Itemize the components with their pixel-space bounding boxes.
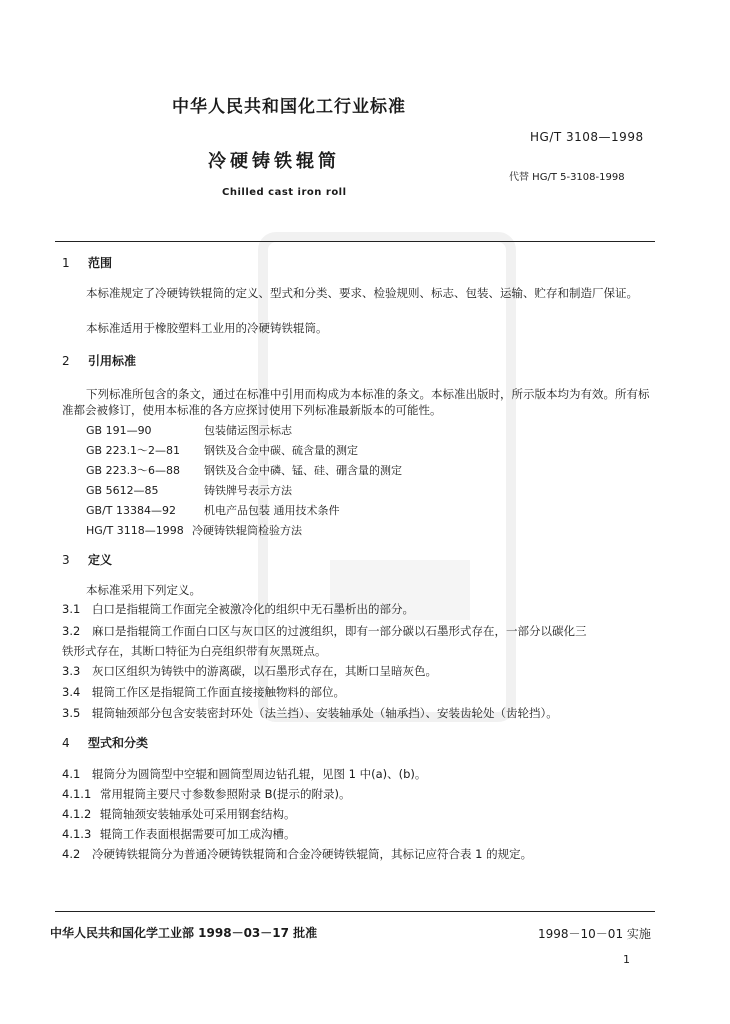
footer-divider [55,911,655,912]
definitions-intro: 本标准采用下列定义。 [86,583,201,597]
clause-4-1-3: 4.1.3 辊筒工作表面根据需要可加工成沟槽。 [62,827,296,841]
definition-3-4: 3.4 辊筒工作区是指辊筒工作面直接接触物料的部位。 [62,685,345,699]
reference-item: GB 223.3～6—88 钢铁及合金中磷、锰、硅、硼含量的测定 [86,464,402,477]
document-title: 冷硬铸铁辊筒 [208,151,340,172]
reference-item: HG/T 3118—1998 冷硬铸铁辊筒检验方法 [86,524,302,537]
approval-statement: 中华人民共和国化学工业部 1998－03－17 批准 [50,926,318,940]
definition-3-1: 3.1 白口是指辊筒工作面完全被激冷化的组织中无石墨析出的部分。 [62,602,414,616]
clause-4-1-2: 4.1.2 辊筒轴颈安装轴承处可采用钢套结构。 [62,807,296,821]
section-title: 范围 [88,256,113,270]
standard-category-title: 中华人民共和国化工行业标准 [172,97,406,117]
definition-3-5: 3.5 辊筒轴颈部分包含安装密封环处（法兰挡）、安装轴承处（轴承挡）、安装齿轮处（齿轮挡）。 [62,706,558,720]
definition-3-3: 3.3 灰口区组织为铸铁中的游离碳，以石墨形式存在，其断口呈暗灰色。 [62,664,437,678]
reference-item: GB 5612—85 铸铁牌号表示方法 [86,484,292,497]
scope-paragraph-2: 本标准适用于橡胶塑料工业用的冷硬铸铁辊筒。 [86,321,328,335]
section-heading-3 [62,551,112,568]
section-title: 引用标准 [88,354,137,368]
references-intro: 下列标准所包含的条文，通过在标准中引用而构成为本标准的条文。本标准出版时，所示版本均为有效。所有标准都会被修订，使用本标准的各方应探讨使用下列标准最新版本的可能性。 [62,387,650,417]
section-number: 4 [62,736,70,750]
english-title: Chilled cast iron roll [222,187,347,198]
implementation-date: 1998－10－01 实施 [538,927,651,941]
replaces-code: 代替 HG/T 5-3108-1998 [509,172,625,183]
standard-code: HG/T 3108—1998 [530,130,644,144]
reference-item: GB/T 13384—92 机电产品包装 通用技术条件 [86,504,340,517]
clause-4-1-1: 4.1.1 常用辊筒主要尺寸参数参照附录 B(提示的附录)。 [62,787,351,801]
section-number: 3 [62,553,70,567]
page-number: 1 [623,953,630,966]
section-title: 型式和分类 [88,736,149,750]
definition-3-2-continued: 铁形式存在，其断口特征为白亮组织带有灰黑斑点。 [62,644,327,658]
section-heading-1 [62,254,112,271]
section-number: 2 [62,354,70,368]
reference-item: GB 223.1～2—81 钢铁及合金中碳、硫含量的测定 [86,444,358,457]
clause-4-1: 4.1 辊筒分为圆筒型中空辊和圆筒型周边钻孔辊，见图 1 中(a)、(b)。 [62,767,427,781]
scope-paragraph-1: 本标准规定了冷硬铸铁辊筒的定义、型式和分类、要求、检验规则、标志、包装、运输、贮存和制造厂保证。 [86,286,638,300]
definition-3-2: 3.2 麻口是指辊筒工作面白口区与灰口区的过渡组织，即有一部分碳以石墨形式存在，一部分以碳化三 [62,624,587,638]
section-title: 定义 [88,553,113,567]
clause-4-2: 4.2 冷硬铸铁辊筒分为普通冷硬铸铁辊筒和合金冷硬铸铁辊筒，其标记应符合表 1 的规定。 [62,847,533,861]
section-heading-4 [62,734,148,751]
section-heading-2 [62,352,136,369]
reference-item: GB 191—90 包装储运图示标志 [86,424,292,437]
section-number: 1 [62,256,70,270]
header-divider [55,241,655,242]
